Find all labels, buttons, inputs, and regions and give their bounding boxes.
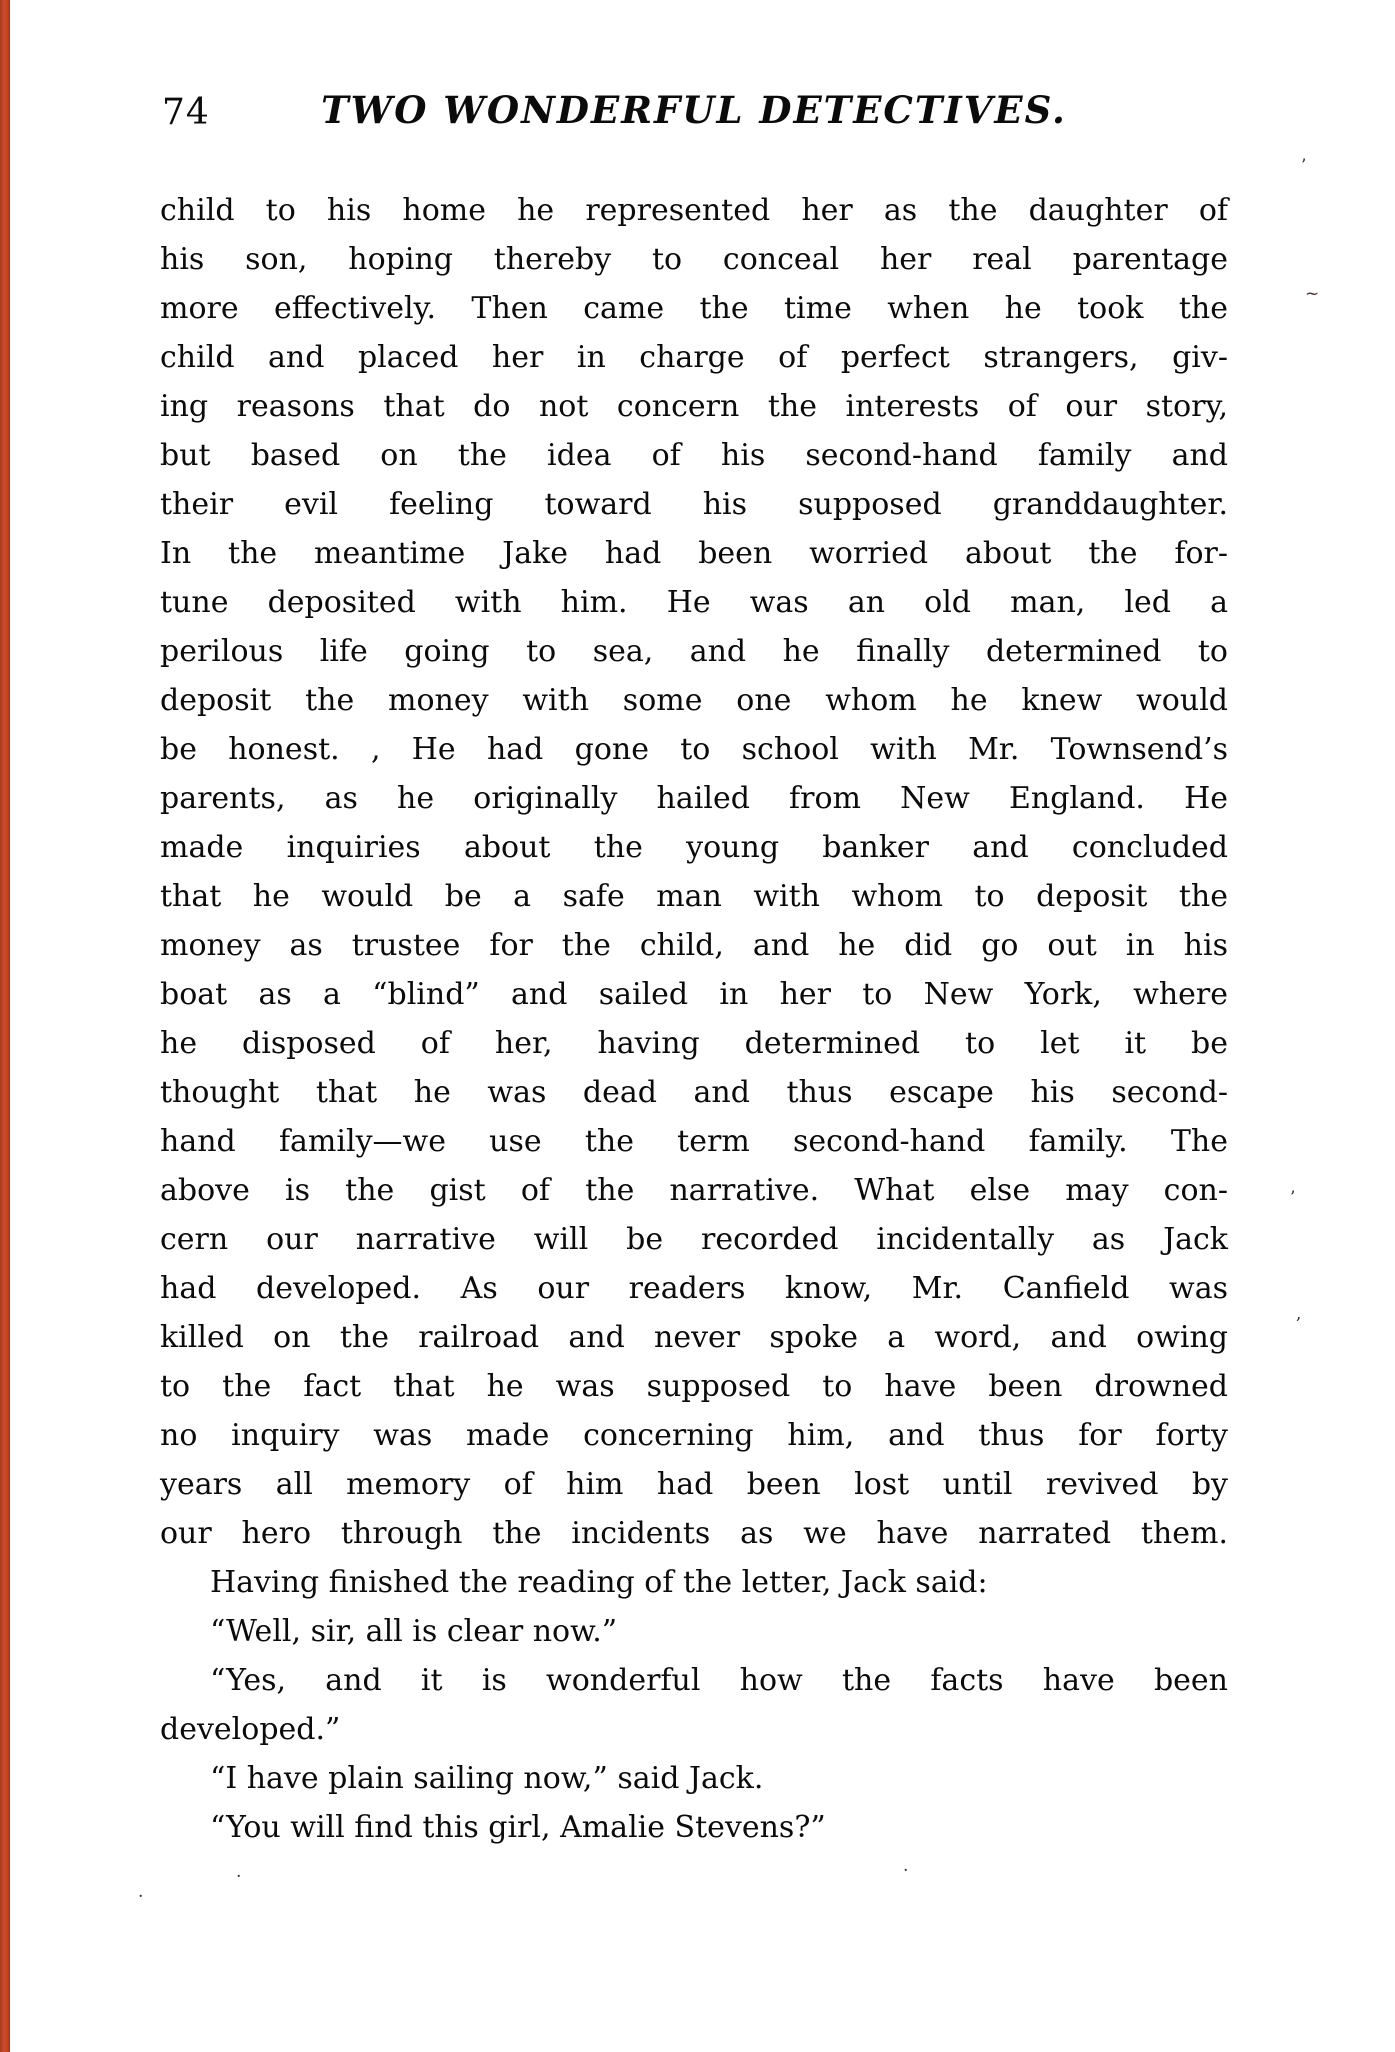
body-text-block xyxy=(160,186,1228,1852)
scan-speck: ’ xyxy=(1301,156,1307,176)
scan-speck: . xyxy=(138,1882,144,1902)
text-line: made inquiries about the young banker and concluded xyxy=(160,830,1228,865)
text-line: that he would be a safe man with whom to deposit the xyxy=(160,879,1228,914)
text-line: cern our narrative will be recorded incidentally as Jack xyxy=(160,1222,1228,1257)
text-line: “Well, sir, all is clear now.” xyxy=(210,1614,618,1649)
text-line: years all memory of him had been lost until revived by xyxy=(160,1467,1228,1502)
text-line: but based on the idea of his second-hand family and xyxy=(160,438,1228,473)
text-line: hand family—we use the term second-hand family. The xyxy=(160,1124,1228,1159)
scan-edge-stripe xyxy=(0,0,10,2052)
text-line: killed on the railroad and never spoke a word, and owing xyxy=(160,1320,1228,1355)
text-line: our hero through the incidents as we have narrated them. xyxy=(160,1516,1228,1551)
text-line: he disposed of her, having determined to let it be xyxy=(160,1026,1228,1061)
text-line: tune deposited with him. He was an old man, led a xyxy=(160,585,1228,620)
text-line: “Yes, and it is wonderful how the facts have been xyxy=(210,1663,1228,1698)
text-line: developed.” xyxy=(160,1712,341,1747)
text-line: had developed. As our readers know, Mr. Canfield was xyxy=(160,1271,1228,1306)
text-line: perilous life going to sea, and he finally determined to xyxy=(160,634,1228,669)
text-line: “You will find this girl, Amalie Stevens?” xyxy=(210,1810,826,1845)
text-line: to the fact that he was supposed to have been drowned xyxy=(160,1369,1228,1404)
text-line: more effectively. Then came the time when he took the xyxy=(160,291,1228,326)
text-line: child and placed her in charge of perfect strangers, giv- xyxy=(160,340,1228,375)
page-number: 74 xyxy=(162,92,210,133)
text-line: ing reasons that do not concern the interests of our story, xyxy=(160,389,1228,424)
text-line: be honest. , He had gone to school with Mr. Townsend’s xyxy=(160,732,1228,767)
scan-speck: , xyxy=(1296,1304,1302,1324)
scan-speck: ’ xyxy=(1290,1188,1296,1208)
page-header xyxy=(160,88,1228,138)
text-line: deposit the money with some one whom he knew would xyxy=(160,683,1228,718)
text-line: above is the gist of the narrative. What else may con- xyxy=(160,1173,1228,1208)
text-line: thought that he was dead and thus escape his second- xyxy=(160,1075,1228,1110)
text-line: “I have plain sailing now,” said Jack. xyxy=(210,1761,764,1796)
running-title: TWO WONDERFUL DETECTIVES. xyxy=(321,88,1067,132)
text-line: no inquiry was made concerning him, and thus for forty xyxy=(160,1418,1228,1453)
text-line: parents, as he originally hailed from New England. He xyxy=(160,781,1228,816)
scan-speck: . xyxy=(236,1862,242,1882)
text-line: child to his home he represented her as the daughter of xyxy=(160,193,1228,228)
text-line: their evil feeling toward his supposed granddaughter. xyxy=(160,487,1228,522)
text-line: his son, hoping thereby to conceal her real parentage xyxy=(160,242,1228,277)
scan-speck: . xyxy=(903,1856,909,1876)
text-line: money as trustee for the child, and he did go out in his xyxy=(160,928,1228,963)
text-line: Having finished the reading of the letter, Jack said: xyxy=(210,1565,988,1600)
scan-speck: ~ xyxy=(1305,284,1320,304)
text-line: boat as a “blind” and sailed in her to New York, where xyxy=(160,977,1228,1012)
text-line: In the meantime Jake had been worried about the for- xyxy=(160,536,1228,571)
